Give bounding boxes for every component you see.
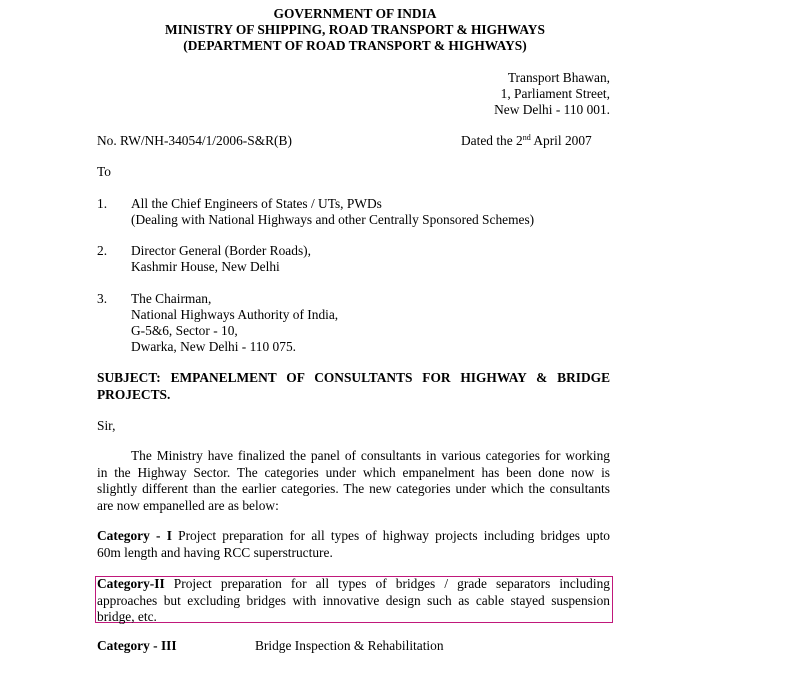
date-superscript: nd <box>522 133 531 142</box>
recipient-line: Kashmir House, New Delhi <box>131 259 280 274</box>
date-prefix: Dated the 2 <box>461 133 523 148</box>
body-line: in the Highway Sector. The categories under which empanelment has been done now is <box>97 464 610 480</box>
category-1-text: Project preparation for all types of highway projects including bridges upto <box>171 528 610 543</box>
date-suffix: April 2007 <box>530 133 592 148</box>
address-line-2: 1, Parliament Street, <box>500 86 610 101</box>
to-label: To <box>97 164 111 179</box>
category-3-label: Category - III <box>97 638 177 653</box>
address-line-3: New Delhi - 110 001. <box>494 102 610 117</box>
recipient-line: All the Chief Engineers of States / UTs, PWDs <box>131 196 382 211</box>
body-paragraph <box>97 448 610 514</box>
category-2-text-3: bridge, etc. <box>97 609 157 624</box>
subject <box>97 370 610 403</box>
recipient-line: G-5&6, Sector - 10, <box>131 323 238 338</box>
recipient-line: National Highways Authority of India, <box>131 307 339 322</box>
recipient-line: Director General (Border Roads), <box>131 243 311 258</box>
category-2-label: Category-II <box>97 576 165 591</box>
category-2 <box>97 576 610 626</box>
recipient-number: 3. <box>97 291 108 306</box>
header-department: (DEPARTMENT OF ROAD TRANSPORT & HIGHWAYS) <box>183 38 527 53</box>
recipient-number: 2. <box>97 243 108 258</box>
salutation: Sir, <box>97 418 116 433</box>
category-1-text-2: 60m length and having RCC superstructure. <box>97 544 333 560</box>
category-1 <box>97 528 610 561</box>
subject-line-1: SUBJECT: EMPANELMENT OF CONSULTANTS FOR HIGHWAY & BRIDGE <box>97 370 610 385</box>
address-line-1: Transport Bhawan, <box>507 70 610 85</box>
body-line: slightly different than the earlier categories. The new categories under which the consultants <box>97 481 610 496</box>
category-2-text-2: approaches but excluding bridges with innovative design such as cable stayed suspension <box>97 592 610 608</box>
letter-date <box>461 133 592 149</box>
header-government: GOVERNMENT OF INDIA <box>273 6 437 21</box>
recipient-line: The Chairman, <box>131 291 212 306</box>
category-1-label: Category - I <box>97 528 172 543</box>
category-2-text: Project preparation for all types of bridges / grade separators including <box>164 576 610 591</box>
body-line: are now empanelled are as below: <box>97 497 279 513</box>
header-ministry: MINISTRY OF SHIPPING, ROAD TRANSPORT & HIGHWAYS <box>165 22 545 37</box>
reference-number: No. RW/NH-34054/1/2006-S&R(B) <box>97 133 292 148</box>
recipient-line: Dwarka, New Delhi - 110 075. <box>131 339 296 354</box>
recipient-number: 1. <box>97 196 108 211</box>
body-line: The Ministry have finalized the panel of consultants in various categories for working <box>131 448 610 463</box>
category-3-text: Bridge Inspection & Rehabilitation <box>255 638 444 653</box>
subject-line-2: PROJECTS. <box>97 386 171 402</box>
recipient-line: (Dealing with National Highways and other Centrally Sponsored Schemes) <box>131 212 535 227</box>
